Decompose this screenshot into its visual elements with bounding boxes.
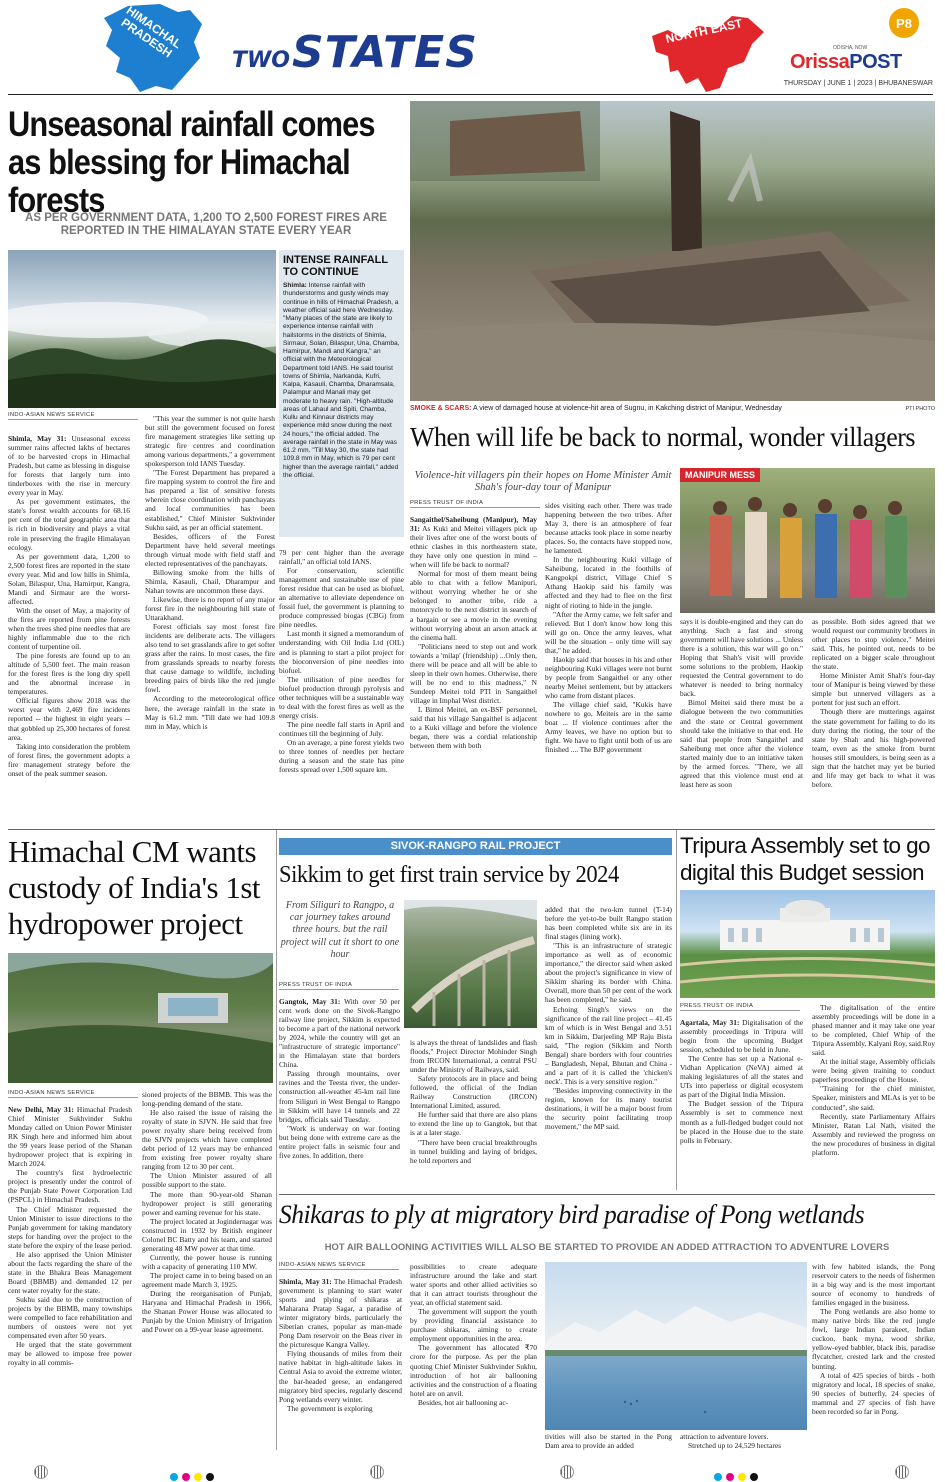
pong-wetlands-photo	[545, 1262, 807, 1430]
manipur-col3-para: says it is double-engined and they can do anything. Such a fast and strong government will have solutions ... Unless there is a solution, this war will go on." Hoping that Shah's visit will provide some solutions to the problem, Haokip requested the Central government to do whatever is needed to bring normalcy back.	[680, 617, 803, 699]
sikkim-rail-photo	[404, 900, 537, 1028]
hydro-col2-para: The Union Minister assured of all possible support to the state.	[142, 1171, 272, 1190]
registration-mark	[895, 1465, 909, 1479]
manipur-credit: PRESS TRUST OF INDIA	[410, 500, 540, 508]
pong-col3-para: The Pong wetlands are also home to many native birds like the red jungle fowl, large Indian parakeet, Indian cuckoo, bank myna, wood shrike, yellow-eyed babbler, black ibis, paradise flycatcher, crested lark and the crested bunting.	[812, 1307, 935, 1371]
sidebar-text	[283, 282, 400, 480]
hydro-col1-para: The country's first hydroelectric project is presently under the control of the Punjab State Power Corporation Ltd (PSPCL) in Himachal Pradesh.	[8, 1168, 132, 1205]
sikkim-kicker: SIVOK-RANGPO RAIL PROJECT	[279, 838, 672, 855]
sikkim-col3-para: "This is an infrastructure of strategic importance as well as of economic importance," the director said when asked about the project's significance in view of Sikkim sharing its border with China. Overall, more than 50 per cent of the work has been completed," he said.	[545, 941, 672, 1005]
pong-credit: INDO-ASIAN NEWS SERVICE	[279, 1262, 399, 1270]
sidebar-dateline: Shimla:	[283, 282, 307, 289]
tripura-col1-para: The Budget session of the Tripura Assembly is set to commence next month as a full-fledged budget could not be placed in the House due to the state polls in February.	[680, 1099, 803, 1145]
pong-col1	[279, 1277, 402, 1413]
manipur-col2-para: Haokip said that houses in his and other neighbouring Kuki villages were not burnt by people from Sangaithel or any other nearby Meitei settlement, but by attackers who came from distant places.	[545, 654, 672, 700]
tripura-assembly-photo	[680, 890, 935, 998]
rain-col2-para: Billowing smoke from the hills of Shimla, Kasauli, Chail, Dharampur and Nahan towns are uncommon these days.	[145, 567, 275, 595]
sikkim-col3	[545, 905, 672, 1131]
rain-deck: AS PER GOVERNMENT DATA, 1,200 TO 2,500 FOREST FIRES ARE REPORTED IN THE HIMALAYAN STATE EVERY YEAR	[25, 212, 387, 237]
rain-col3-para: On an average, a pine forest yields two to three tonnes of needles per hectare during a season and the state has pine forests spread over 1,500 square km.	[279, 737, 404, 775]
hydro-col1-para: Sukhu said due to the construction of projects by the BBMB, many townships were compelled to face rehabilitation and numbers of oustees were not yet compensated even after 50 years.	[8, 1294, 132, 1341]
hydro-col1-para: He urged that the state government may be allowed to impose free power royalty in all commis-	[8, 1340, 132, 1368]
manipur-col3	[680, 617, 803, 789]
caption-text: A view of damaged house at violence-hit area of Sugnu, in Kakching district of Manipur, Wednesday	[473, 405, 782, 412]
pong-overflow-right-text: attraction to adventure lovers.	[680, 1432, 769, 1441]
sikkim-col2-para: He further said that there are also plans to extend the line up to Gangtok, but that is at a later stage.	[410, 1110, 537, 1138]
rain-col1-para: Taking into consideration the problem of forest fires, the government adopts a fire management strategy before the onset of the peak summer season.	[8, 741, 130, 778]
pong-photo-overflow-right	[680, 1432, 807, 1450]
sikkim-col2-para: Safety protocols are in place and being followed, the official of the Indian Railway Construction (IRCON) International Limited, assured.	[410, 1074, 537, 1111]
sikkim-strap: From Siliguri to Rangpo, a car journey takes around three hours. but the rail project will cut it short to one hour	[280, 900, 400, 960]
sikkim-col1-para: "Work is underway on war footing but being done with extreme care as the entire project falls in seismic four and five zones. In addition, there	[279, 1123, 400, 1160]
tripura-credit-wrap	[680, 1003, 800, 1014]
black-dot	[206, 1473, 214, 1481]
sikkim-credit-wrap	[279, 982, 399, 993]
hydro-col1-para: He also apprised the Union Minister about the facts regarding the share of the state in the Bhakra Beas Management Board (BBMB) and demanded 12 per cent water royalty for the state.	[8, 1249, 132, 1295]
sidebar-body: Intense rainfall with thunderstorms and gusty winds may continue in hills of Himachal Pradesh, a weather official said here Wednesday. "Many places of the state are likely to experience intense rainfall with hailstorms in the districts of Shimla, Sirmaur, Solan, Bilaspur, Una, Chamba, Hamirpur, Mandi and Kangra," an official with the Meteorological Department told IANS. He said tourist towns of Shimla, Narkanda, Kufri, Kalpa, Kasauli, Chamba, Dharamsala, Palampur and Manali may get moderate to heavy rain. "High-altitude areas of Lahaul and Spiti, Chamba, Kullu and Kinnaur districts may experience mild snow during the next 24 hours," the official added. The average rainfall in the state in May was 61.2 mm. "Till May 30, the state had 109.8 mm in May, which is 79 per cent higher than the average rainfall," added the official.	[283, 282, 400, 479]
pong-deck: HOT AIR BALLOONING ACTIVITIES WILL ALSO BE STARTED TO PROVIDE AN ADDED ATTRACTION TO ADVENTURE LOVERS	[324, 1241, 890, 1252]
rain-col2	[145, 414, 275, 731]
manipur-villagers-photo	[680, 468, 935, 613]
rain-col3-para: 79 per cent higher than the average rainfall," an official told IANS.	[279, 548, 404, 567]
pong-dateline: Shimla, May 31:	[279, 1277, 332, 1286]
page-number: P8	[896, 15, 912, 31]
pong-col3	[812, 1262, 935, 1416]
pong-photo-overflow	[545, 1432, 672, 1450]
burnt-houses-graphic	[410, 101, 935, 401]
hydro-col2-para: During the reorganisation of Punjab, Haryana and Himachal Pradesh in 1966, the Shanan Power House was allocated to Punjab by the Union Ministry of Irrigation and Power on a 99-year lease agreement.	[142, 1289, 272, 1335]
north-east-badge: NORTH EAST	[664, 16, 744, 46]
magenta-dot	[182, 1473, 190, 1481]
rain-col3-para: Last month it signed a memorandum of understanding with Oil India Ltd (OIL) and is planning to start a pilot project for the bioconversion of pine needles into biofuel.	[279, 629, 404, 675]
tripura-credit: PRESS TRUST OF INDIA	[680, 1003, 800, 1011]
tripura-headline: Tripura Assembly set to go digital this Budget session	[680, 833, 930, 885]
sikkim-col2-para: "There have been crucial breakthroughs in tunnel building and laying of bridges, he told reporters and	[410, 1137, 537, 1165]
manipur-col2-para: The village chief said, "Kukis have nowhere to go, Meiteis are in the same boat ... If violence continues after the Army leaves, we have no option but to fight. We have to fight until both of us are finished .... The BJP government	[545, 700, 672, 755]
rain-col3-para: The utilisation of pine needles for biofuel production through pyrolysis and other techniques will be a sustainable way to deal with the forest fires as well as the energy crisis.	[279, 674, 404, 720]
sikkim-col2	[410, 1038, 537, 1165]
hydro-col1	[8, 1105, 132, 1367]
hydro-valley-graphic	[8, 953, 273, 1083]
rain-col2-para: Forest officials say most forest fire incidents are deliberate acts. The villagers also tend to set grasslands afire to get softer grass after the rains. In most cases, the fire from grasslands spreads to nearby forests that cause damage to wildlife, including breeding pairs of birds like the red jungle fowl.	[145, 622, 275, 695]
registration-mark	[560, 1465, 574, 1479]
assembly-building-graphic	[680, 890, 935, 998]
tripura-col1-para: Digitalisation of the assembly proceedings in Tripura will begin from the upcoming Budget session, scheduled to be held in June.	[680, 1018, 803, 1055]
manipur-col2-para: "After the Army came, we felt safer and relieved. But I don't know how long this will go on. Once the army leaves, what will be the situation – only time will say that," he added.	[545, 609, 672, 655]
section-title-two: TWO	[232, 48, 290, 73]
black-dot	[750, 1473, 758, 1481]
hydro-col2-para: The project came in to being based on an agreement made March 3, 1925.	[142, 1270, 272, 1289]
pong-col1-para: The government is exploring	[287, 1403, 373, 1413]
yellow-dot	[738, 1473, 746, 1481]
hydro-col2-para: The project located at Jogindernagar was constructed in 1932 by British engineer Colonel BC Batty and his team, and started generating 48 MW power at that time.	[142, 1216, 272, 1253]
manipur-photo-caption	[410, 405, 890, 412]
pong-overflow-right-text2: Stretched up to 24,529 hectares	[688, 1441, 781, 1451]
hydro-col2-para: sioned projects of the BBMB. This was the long-pending demand of the state.	[142, 1090, 272, 1109]
registration-mark	[34, 1465, 48, 1479]
manipur-credit-wrap	[410, 500, 540, 511]
sikkim-col3-para: Echoing Singh's views on the significance of the rail line project – 41.45 km of which is in West Bengal and 3.51 km in Sikkim, Darjeeling MP Raju Bista said, "The region (Sikkim and North Bengal) share borders with four countries – Bangladesh, Nepal, Bhutan and China - and a part of it is called the 'chicken's neck'. This is a very sensitive region."	[545, 1004, 672, 1086]
manipur-col3-para: Bimol Meitei said there must be a dialogue between the two communities and the state or Central government should take the initiative to that end. He said that people from Sangaithel and Saheibung met once after the violence started mainly due to an initiative taken by the armed forces. "There, we all agreed that this violence must end at least here as soon	[680, 698, 803, 789]
rain-col1-para: As per government data, 1,200 to 2,500 forest fires are reported in the state every year. Mid and low hills in Shimla, Solan, Bilaspur, Una, Hamirpur, Kangra, Mandi and Sirmaur are the worst-affected.	[8, 551, 130, 606]
manipur-dateline: Sangaithel/Saheibung (Manipur), May 31:	[410, 515, 537, 534]
manipur-col1-para: "Politicians need to step out and work towards a 'milap' (friendship) ...Only then, there will be peace and all will be able to sleep in their own homes. Otherwise, there will be no end to this madness," N Sundeep Meitei told PTI in Sangaithel village in Imphal West district.	[410, 641, 537, 705]
column-rule	[676, 830, 677, 1190]
column-rule	[276, 830, 277, 1450]
sikkim-credit: PRESS TRUST OF INDIA	[279, 982, 399, 990]
rain-credit: INDO-ASIAN NEWS SERVICE	[8, 412, 138, 420]
pong-credit-wrap	[279, 1262, 399, 1273]
sidebar-title: INTENSE RAINFALL TO CONTINUE	[283, 254, 388, 278]
hydro-col2-para: The more than 90-year-old Shanan hydropower project is still generating power and earning revenue for his state.	[142, 1189, 272, 1217]
page-number-badge	[889, 8, 919, 38]
masthead-name-right: POST	[849, 51, 902, 73]
tripura-col2-para: The digitalisation of the entire assembly proceedings will be done in a phased manner and it may take one year to be completed, Chief Whip of the Tripura Assembly, Kalyani Roy, said.Roy said.	[812, 1003, 935, 1058]
sikkim-col3-para: "Besides improving connectivity in the region, known for its many tourist destinations, it will be a major boost from the security point facilitating troop movement," the MP said.	[545, 1085, 672, 1132]
pong-col2-para: possibilities to create adequate infrastructure around the lake and start water sports and other allied activities so that it can attract tourists throughout the year, an official statement said.	[410, 1262, 537, 1308]
tripura-col1-para: The Centre has set up a National e-Vidhan Application (NeVA) aimed at making legislatures of all the states and UTs into paperless or digital ecosystem as part of the Digital India Mission.	[680, 1054, 803, 1100]
divider-pong	[279, 1194, 935, 1195]
rain-col3-para: For conservation, scientific management and sustainable use of pine forest residue that can be used as biofuel, an alternative to alleviate dependence on fossil fuel, the government is planning to produce compressed biogas (CBG) from pine needles.	[279, 566, 404, 630]
manipur-col1	[410, 515, 537, 750]
manipur-headline: When will life be back to normal, wonder villagers	[410, 422, 916, 452]
tripura-col2-para: Recently, state Parliamentary Affairs Minister, Ratan Lal Nath, visited the Assembly and reviewed the progress on the new procedures of business in digital platform.	[812, 1111, 935, 1157]
rain-col1-para: As per government estimates, the state's forest wealth accounts for 68.16 per cent of the total geographic area that is rich in biodiversity and plays a vital role in preserving the fragile Himalayan ecology.	[8, 497, 130, 552]
masthead-tagline: ODISHA, NOW	[833, 45, 868, 51]
tripura-col2-para: "Training for the chief minister, Speaker, ministers and MLAs is yet to be conducted", she said.	[812, 1084, 935, 1112]
pong-col2-para: The government will support the youth by providing financial assistance to purchase shikaras, aiming to create employment opportunities in the area.	[410, 1307, 537, 1344]
manipur-damage-photo	[410, 101, 935, 401]
tripura-col2	[812, 1003, 935, 1157]
hydro-dateline: New Delhi, May 31:	[8, 1105, 74, 1114]
hydro-credit: INDO-ASIAN NEWS SERVICE	[8, 1090, 138, 1098]
manipur-col1-para: L Bimol Meitei, an ex-BSF personnel, said that his village Sangaithel is adjacent to a Kuki village and before the violence began, there was a cordial relationship between them with both	[410, 704, 537, 751]
hydro-headline: Himachal CM wants custody of India's 1st hydropower project	[8, 834, 261, 941]
color-bar-right	[712, 1466, 760, 1482]
pong-col2-para: The government has allocated ₹70 crore for the purpose. As per the plan quoting Chief Minister Sukhvinder Sukhu, introduction of hot air ballooning activities and the construction of a floating hotel are on anvil.	[410, 1343, 537, 1398]
print-footer	[0, 1462, 945, 1482]
himachal-forest-photo	[8, 250, 276, 408]
hydropower-photo	[8, 953, 273, 1083]
sikkim-col1-para: Passing through mountains, over ravines and the Teesta river, the under-construction all-weather 45-km rail line from Siliguri in West Bengal to Rangpo in Sikkim will have 14 tunnels and 22 bridges, officials said Tuesday.	[279, 1069, 400, 1124]
tripura-dateline: Agartala, May 31:	[680, 1018, 740, 1027]
villagers-graphic	[680, 468, 935, 613]
manipur-col4-para: Though there are mutterings against the state government for failing to do its duty during the rioting, the tour of the state by Shah and his high-powered team, even as the smoke from burnt houses still smoulders, is being seen as a sign that the hatchet may yet be buried and life may get back to what it was before.	[812, 707, 935, 789]
manipur-col1-para: Normal for most of them meant being able to chat with a fellow Manipuri, without worrying whether he or she belonged to another tribe, ride a motorcycle to the next district in search of a bargain or see a movie in the evening without worrying about an arson attack at the cinema hall.	[410, 569, 537, 642]
manipur-col2-para: In the neighbouring Kuki village of Saheibung, located in the foothills of Kangpokpi district, Village Chief S Athang Haokip said his family was affected and they had to flee on the first night of rioting to hide in the jungle.	[545, 555, 672, 610]
rain-sidebar	[279, 250, 404, 537]
rain-col2-para: "This year the summer is not quite harsh but still the government focused on forest fire management strategies like setting up strategic fire centres and coordination among various departments," a government spokesperson told IANS Tuesday.	[145, 414, 275, 469]
manipur-col4-para: as possible. Both sides agreed that we would request our community brothers in other places to stop violence," Meitei said. This, he pointed out, needs to be replicated on a bigger scale throughout the state.	[812, 617, 935, 672]
sikkim-col1-para: With over 50 per cent work done on the Sivok-Rangpo railway line project, Sikkim is expected to become a part of the national network by 2024, while the country will get an "infrastructure of strategic importance" in the Himalayan state that borders China.	[279, 997, 401, 1070]
sikkim-headline: Sikkim to get first train service by 2024	[279, 862, 619, 888]
rain-col1-para: Official figures show 2018 was the worst year with 2,469 fire incidents reported -- the highest in eight years -- that gobbled up 25,300 hectares of forest area.	[8, 696, 130, 742]
rain-col2-para: "The Forest Department has prepared a fire mapping system to control the fire and has prepared a list of sensitive forests wherein close coordination with panchayats and local communities has been established," Chief Minister Sukhvinder Sukhu said, as per an official statement.	[145, 468, 275, 532]
registration-mark	[370, 1465, 384, 1479]
cyan-dot	[714, 1473, 722, 1481]
rain-col3-para: The pine needle fall starts in April and continues till the beginning of July.	[279, 719, 404, 738]
masthead-logo	[790, 51, 902, 74]
pong-col2	[410, 1262, 537, 1407]
pong-col1-para: Flying thousands of miles from their native habitat in high-altitude lakes in Central Asia to avoid the extreme winter, the bar-headed geese, an endangered migratory bird species, regularly descend Pong wetlands every winter.	[279, 1349, 402, 1404]
rail-bridge-graphic	[404, 900, 537, 1028]
manipur-col4	[812, 617, 935, 789]
hydro-col2-para: Currently, the power house is running with a capacity of generating 110 MW.	[142, 1252, 272, 1271]
rain-col2-para: According to the meteorological office here, the average rainfall in the state in May is 61.2 mm. "Till date we had 109.8 mm in May, which is	[145, 694, 275, 731]
manipur-col2	[545, 501, 672, 754]
sikkim-col2-para: is always the threat of landslides and flash floods," Project Director Mohinder Singh from IRCON International, a central PSU under the Ministry of Railways, said.	[410, 1038, 537, 1075]
hydro-credit-wrap	[8, 1090, 138, 1101]
pong-col1-para: The Himachal Pradesh government is planning to start water sports and plying of shikaras at Maharana Pratap Sagar, a paradise of winter migratory birds, particularly the Siberian cranes, popular as man-made Pong Dam reservoir on the Beas river in the picturesque Kangra Valley.	[279, 1277, 402, 1350]
rain-col1	[8, 434, 130, 778]
forest-hills-graphic	[8, 250, 276, 408]
pong-col2-para: Besides, hot air ballooning ac-	[418, 1397, 509, 1407]
rain-col1-para: Unseasonal excess summer rains affected lakhs of hectares of to be harvested crops in Himachal Pradesh, but came as blessing in disguise for forests that largely turn into tinderboxes with the rise in mercury every year in May.	[8, 434, 130, 498]
pong-col3-para: with few habited islands, the Pong reservoir caters to the needs of fishermen in a big way and is the most important source of economy to hundreds of families engaged in the business.	[812, 1262, 935, 1308]
yellow-dot	[194, 1473, 202, 1481]
rain-headline: Unseasonal rainfall comes as blessing for Himachal forests	[8, 105, 375, 220]
cyan-dot	[170, 1473, 178, 1481]
hydro-col2	[142, 1090, 272, 1334]
himachal-badge: HIMACHAL PRADESH	[118, 3, 185, 61]
pong-col3-para: A total of 425 species of birds - both migratory and local, 18 species of snake, 90 species of butterfly, 24 species of mammal and 27 species of fish have been recorded so far in Pong.	[812, 1370, 935, 1416]
rain-col2-para: Besides, officers of the Forest Department have held several meetings through virtual mode with field staff and elected representatives of the panchayats.	[145, 531, 275, 568]
masthead-name-left: Orissa	[790, 51, 850, 73]
divider-middle	[8, 829, 935, 830]
north-east-map-icon	[648, 8, 768, 94]
pong-overflow-text: tivities will also be started in the Pong Dam area to provide an added	[545, 1432, 672, 1451]
rain-dateline: Shimla, May 31:	[8, 434, 67, 443]
color-bar-left	[168, 1466, 216, 1482]
header-rule	[8, 94, 933, 95]
caption-label: SMOKE & SCARS:	[410, 405, 472, 412]
manipur-photo-credit: PTI PHOTO	[905, 406, 935, 412]
section-title-states: STATES	[292, 27, 478, 78]
hydro-col2-para: He also raised the issue of raising the royalty of state in SJVN. He said that free power royalty share being received from the SJVN projects which have completed debt period of 12 years may be enhanced from existing free power royalty share ranging from 12 to 30 per cent.	[142, 1108, 272, 1172]
manipur-mess-tag: MANIPUR MESS	[680, 468, 760, 482]
manipur-col2-para: sides visiting each other. There was trade happening between the two tribes. After May 3, there is an atmosphere of fear because attacks took place in some nearby places. So, the contacts have stopped now, he lamented.	[545, 501, 672, 556]
lake-mountains-graphic	[545, 1262, 807, 1430]
sikkim-col1	[279, 997, 400, 1160]
manipur-strap: Violence-hit villagers pin their hopes on Home Minister Amit Shah's four-day tour of Manipur	[414, 470, 672, 493]
manipur-col1-para: As Kuki and Meitei villagers pick up their lives after one of the worst bouts of ethnic clashes in this northeastern state, they have only one question in mind – when will life be back to normal?	[410, 524, 537, 570]
rain-col3	[279, 548, 404, 774]
sikkim-dateline: Gangtok, May 31:	[279, 997, 341, 1006]
hydro-col1-para: The Chief Minister requested the Union Minister to issue directions to the Punjab government for taking mandatory steps for handing over the project to the state before the expiry of the lease period.	[8, 1204, 132, 1250]
sikkim-col3-para: added that the two-km tunnel (T-14) before the yet-to-be built Rangpo station has been completed while six are in its final stages (lining work).	[545, 905, 672, 942]
tripura-col2-para: At the initial stage, Assembly officials were being given training to conduct paperless proceedings of the House.	[812, 1057, 935, 1085]
masthead-dateline: THURSDAY | JUNE 1 | 2023 | BHUBANESWAR	[783, 80, 933, 87]
magenta-dot	[726, 1473, 734, 1481]
rain-col1-para: The pine forests are found up to an altitude of 5,500 feet. The main reason for the forest fires is the long dry spell and the abnormal increase in temperatures.	[8, 651, 130, 697]
manipur-col4-para: Home Minister Amit Shah's four-day tour of Manipur is being viewed by these simple but unnerved villagers as a portent for just such an effort.	[812, 671, 935, 708]
page-header	[0, 0, 945, 100]
pong-headline: Shikaras to ply at migratory bird paradise of Pong wetlands	[279, 1200, 865, 1229]
hydro-col1-para: Himachal Pradesh Chief Minister Sukhvinder Sukhu Monday called on Union Power Minister RK Singh here and informed him about the 99 years lease period of the Shanan hydropower project that is expiring in March 2024.	[8, 1105, 132, 1169]
tripura-col1	[680, 1018, 803, 1145]
rain-col2-para: Likewise, there is no report of any major forest fire in the neighbouring hill state of Uttarakhand.	[145, 594, 275, 623]
rain-col1-para: With the onset of May, a majority of the fires are reported from pine forests when the trees shed pine needles that are highly inflammable due to the rich content of turpentine oil.	[8, 605, 130, 652]
